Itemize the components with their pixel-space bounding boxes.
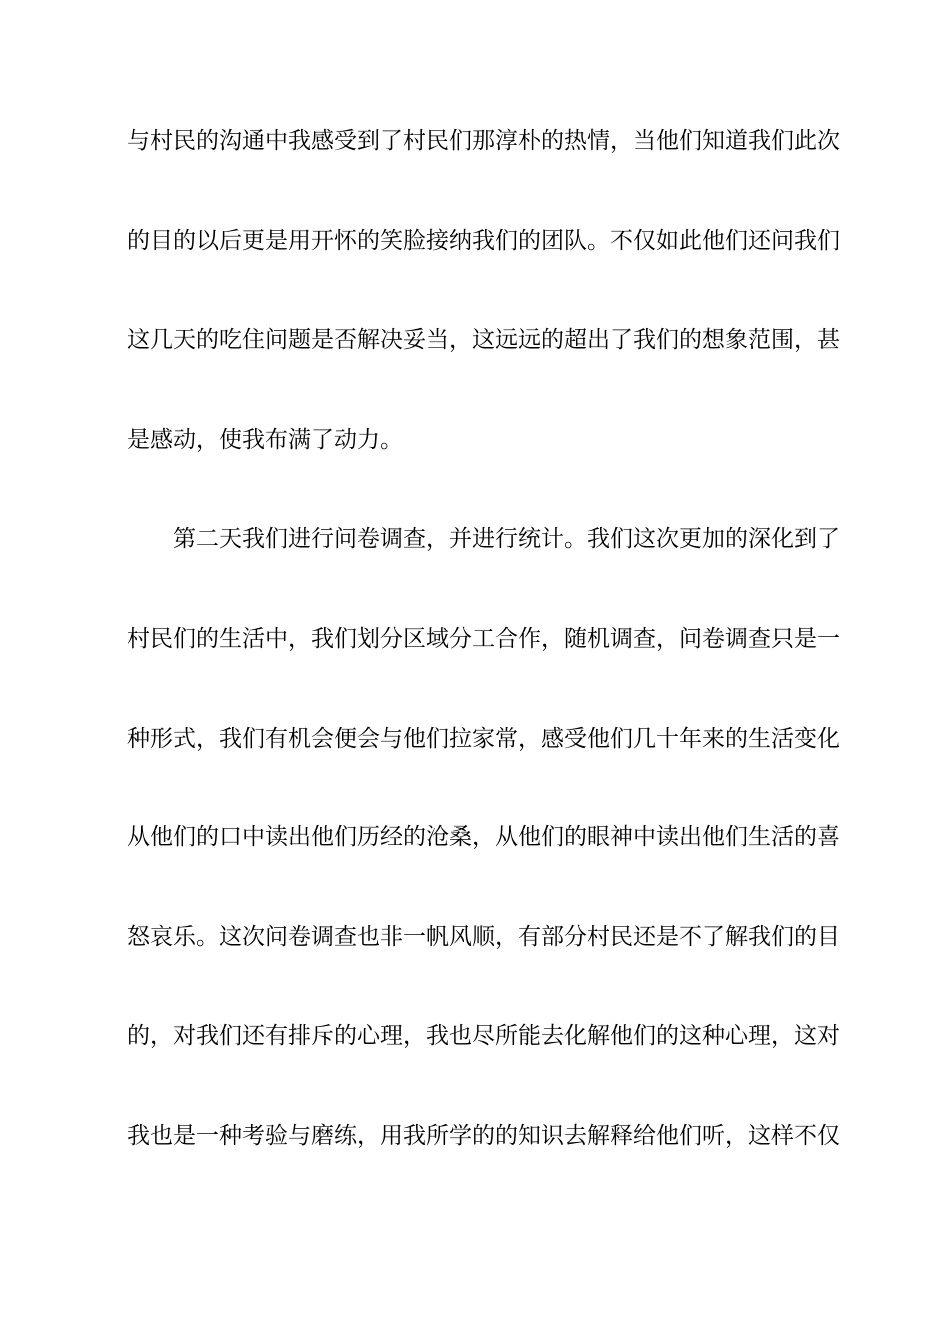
text-line: 怒哀乐。这次问卷调查也非一帆风顺，有部分村民还是不了解我们的目: [127, 924, 840, 950]
text-line: 种形式，我们有机会便会与他们拉家常，感受他们几十年来的生活变化: [127, 726, 840, 752]
text-line: 的目的以后更是用开怀的笑脸接纳我们的团队。不仅如此他们还问我们: [127, 228, 840, 254]
text-line: 是感动，使我布满了动力。: [127, 427, 403, 453]
text-line: 从他们的口中读出他们历经的沧桑，从他们的眼神中读出他们生活的喜: [127, 824, 840, 850]
text-line: 与村民的沟通中我感受到了村民们那淳朴的热情，当他们知道我们此次: [127, 128, 840, 154]
text-line: 我也是一种考验与磨练，用我所学的的知识去解释给他们听，这样不仅: [127, 1123, 840, 1149]
text-line: 的，对我们还有排斥的心理，我也尽所能去化解他们的这种心理，这对: [127, 1023, 840, 1049]
paragraph-first-line: 第二天我们进行问卷调查，并进行统计。我们这次更加的深化到了: [173, 526, 840, 552]
text-line: 村民们的生活中，我们划分区域分工合作，随机调查，问卷调查只是一: [127, 626, 840, 652]
text-line: 这几天的吃住问题是否解决妥当，这远远的超出了我们的想象范围，甚: [127, 327, 840, 353]
